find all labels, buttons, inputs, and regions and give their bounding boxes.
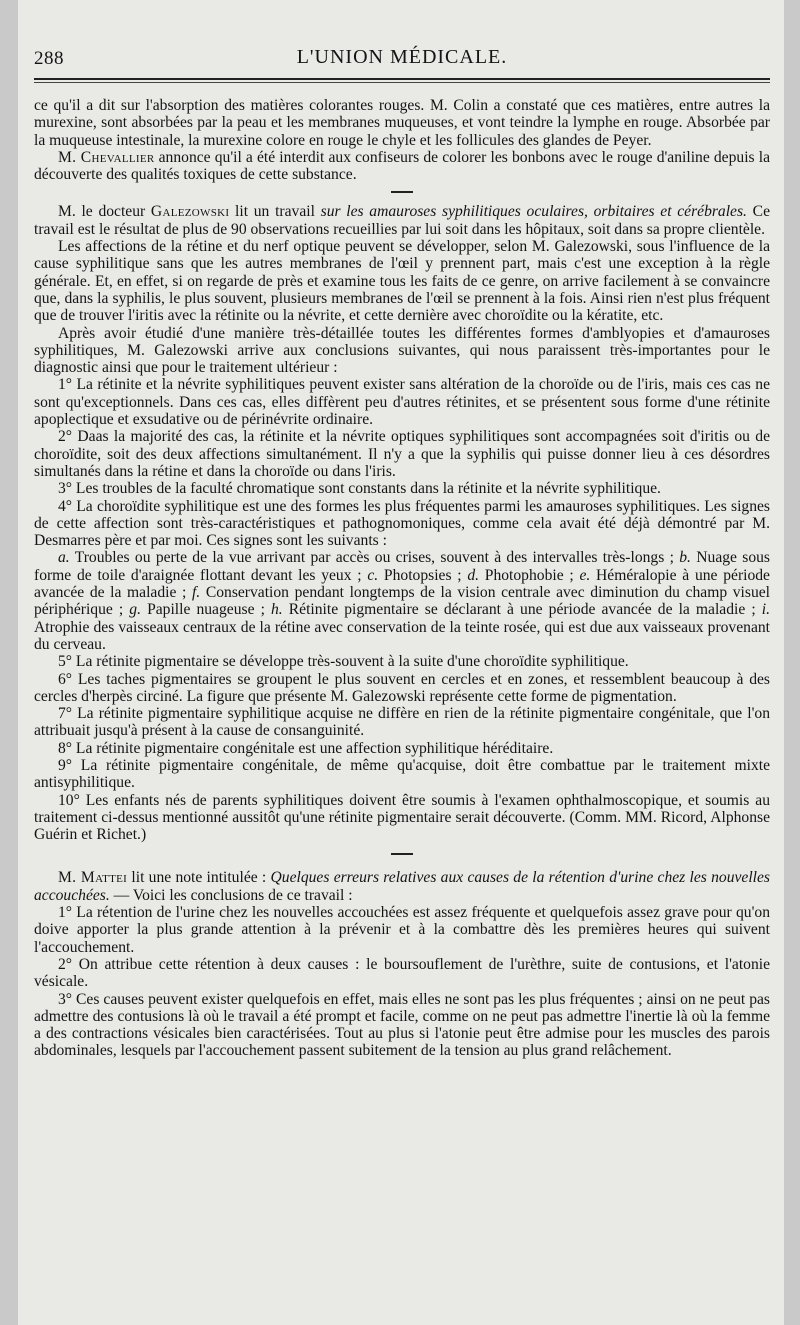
conclusion-item: 5° La rétinite pigmentaire se développe très-souvent à la suite d'une choroïdite syphilitique. bbox=[58, 653, 629, 671]
conclusion-item: 10° Les enfants nés de parents syphilitiques doivent être soumis à l'examen ophthalmoscopique, et soumis au traitement ci-dessus mentionné aussitôt qu'une rétinite pigmentaire serait découverte. (Comm. MM. Ricord, Alphonse Guérin et Richet.) bbox=[34, 791, 770, 844]
conclusion-item: 8° La rétinite pigmentaire congénitale est une affection syphilitique héréditaire. bbox=[58, 739, 554, 757]
paragraph-galezowski-intro: M. le docteur Galezowski lit un travail sur les amauroses syphilitiques oculaires, orbitaires et cérébrales. Ce travail est le résultat de plus de 90 observations recueillies par lui soit dans les hôpitaux, soit dans sa propre clientèle. bbox=[34, 203, 770, 238]
work-title: Quelques erreurs relatives aux causes de la rétention d'urine chez les nouvelles accouchées. bbox=[34, 869, 770, 904]
conclusion-item: 3° Les troubles de la faculté chromatique sont constants dans la rétinite et la névrite syphilitique. bbox=[58, 480, 661, 498]
speaker-name: M. Mattei bbox=[58, 869, 128, 887]
conclusion-item: 3° Ces causes peuvent exister quelquefois en effet, mais elles ne sont pas les plus fréquentes ; ainsi on ne peut pas admettre des contusions là où le travail a été prompt et facile, comme on ne peut pas admettre l'inertie là où la femme a des contractions vésicales bien caractérisées. Tout au plus si l'atonie peut être admise pour les muscles des parois abdominales, lesquels par l'accouchement passent subitement de la tension au plus grand relâchement. bbox=[34, 990, 770, 1060]
journal-page bbox=[18, 0, 784, 1325]
paragraph-chevallier: M. Chevallier annonce qu'il a été interdit aux confiseurs de colorer les bonbons avec le rouge d'aniline depuis la découverte des qualités toxiques de cette substance. bbox=[34, 148, 770, 184]
conclusion-item: 1° La rétention de l'urine chez les nouvelles accouchées est assez fréquente et quelquefois assez grave pour qu'on doive apporter la plus grande attention à la prévenir et à la combattre dès les premières heures qui suivent l'accouchement. bbox=[34, 904, 770, 956]
section-separator bbox=[391, 191, 413, 193]
conclusion-item: 7° La rétinite pigmentaire syphilitique acquise ne diffère en rien de la rétinite pigmentaire congénitale, que l'on attribuait jusqu'à présent à la cause de consanguinité. bbox=[34, 705, 770, 740]
speaker-name: M. Chevallier bbox=[58, 148, 155, 166]
header-rule-thin bbox=[34, 82, 770, 83]
paragraph-colin: ce qu'il a dit sur l'absorption des matières colorantes rouges. M. Colin a constaté que ces matières, entre autres la murexine, sont absorbées par la peau et les membranes muqueuses, et vont teindre la lymphe en rouge. Absorbée par la muqueuse intestinale, la murexine colore en rouge le chyle et les follicules des glandes de Peyer. bbox=[34, 97, 770, 149]
work-title: sur les amauroses syphilitiques oculaires, orbitaires et cérébrales. bbox=[320, 203, 747, 221]
article-body bbox=[34, 97, 770, 1060]
speaker-name: Galezowski bbox=[150, 203, 230, 221]
conclusion-item: 2° On attribue cette rétention à deux causes : le boursouflement de l'urèthre, suite de contusions, et l'atonie vésicale. bbox=[34, 955, 770, 991]
conclusion-item: 1° La rétinite et la névrite syphilitiques peuvent exister sans altération de la choroïde ou de l'iris, mais ces cas ne sont qu'exceptionnels. Dans ces cas, elles diffèrent peu d'autres rétinites, et se présentent sous forme d'une rétinite apoplectique et exsudative ou de périnévrite ordinaire. bbox=[34, 376, 770, 429]
conclusion-item: 9° La rétinite pigmentaire congénitale, de même qu'acquise, doit être combattue par le traitement mixte antisyphilitique. bbox=[34, 756, 770, 792]
conclusion-item: 6° Les taches pigmentaires se groupent le plus souvent en cercles et en zones, et ressemblent beaucoup à des cercles d'herpès circiné. La figure que présente M. Galezowski représente cette forme de pigmentation. bbox=[34, 670, 770, 705]
conclusion-item: 4° La choroïdite syphilitique est une des formes les plus fréquentes parmi les amauroses syphilitiques. Les signes de cette affection sont très-caractéristiques et pathognomoniques, comme cela avait été déjà démontré par M. Desmarres père et par moi. Ces signes sont les suivants : bbox=[34, 497, 770, 550]
header-rule bbox=[34, 78, 770, 80]
paragraph: Les affections de la rétine et du nerf optique peuvent se développer, selon M. Galezowski, sous l'influence de la cause syphilitique sans que les autres membranes de l'œil y prennent part, mais c'est une exception à la règle générale. Et, en effet, si on regarde de près et examine tous les faits de ce genre, on arrive facilement à se convaincre que, dans la syphilis, le plus souvent, plusieurs membranes de l'œil se prennent à la fois. Ainsi rien n'est plus fréquent que de trouver l'iritis avec la rétinite ou la névrite, et cette dernière avec choroïdite ou la kératite, etc. bbox=[34, 238, 770, 325]
page-number: 288 bbox=[34, 48, 64, 69]
signs-list: a. Troubles ou perte de la vue arrivant par accès ou crises, souvent à des intervalles très-longs ; b. Nuage sous forme de toile d'araignée flottant devant les yeux ; c. Photopsies ; d. Photophobie ; e. Héméralopie à une période avancée de la maladie ; f. Conservation pendant longtemps de la vision centrale avec diminution du champ visuel périphérique ; g. Papille nuageuse ; h. Rétinite pigmentaire se déclarant à une période avancée de la maladie ; i. Atrophie des vaisseaux centraux de la rétine avec conservation de la teinte rosée, qui est due aux vaisseaux provenant du cerveau. bbox=[34, 549, 770, 653]
page-header bbox=[34, 44, 770, 72]
paragraph: Après avoir étudié d'une manière très-détaillée toutes les différentes formes d'amblyopies et d'amauroses syphilitiques, M. Galezowski arrive aux conclusions suivantes, qui nous paraissent très-importantes pour le diagnostic ainsi que pour le traitement ultérieur : bbox=[34, 324, 770, 377]
conclusion-item: 2° Daas la majorité des cas, la rétinite et la névrite optiques syphilitiques sont accompagnées soit d'iritis ou de choroïdite, soit des deux affections simultanément. Il n'y a que la syphilis qui puisse donner lieu à ces désordres simultanés dans la rétine et dans la choroïde ou dans l'iris. bbox=[34, 428, 770, 480]
journal-title: L'UNION MÉDICALE. bbox=[296, 46, 508, 68]
paragraph-mattei-intro: M. Mattei lit une note intitulée : Quelques erreurs relatives aux causes de la rétention d'urine chez les nouvelles accouchées. — Voici les conclusions de ce travail : bbox=[34, 869, 770, 904]
section-separator bbox=[391, 853, 413, 855]
